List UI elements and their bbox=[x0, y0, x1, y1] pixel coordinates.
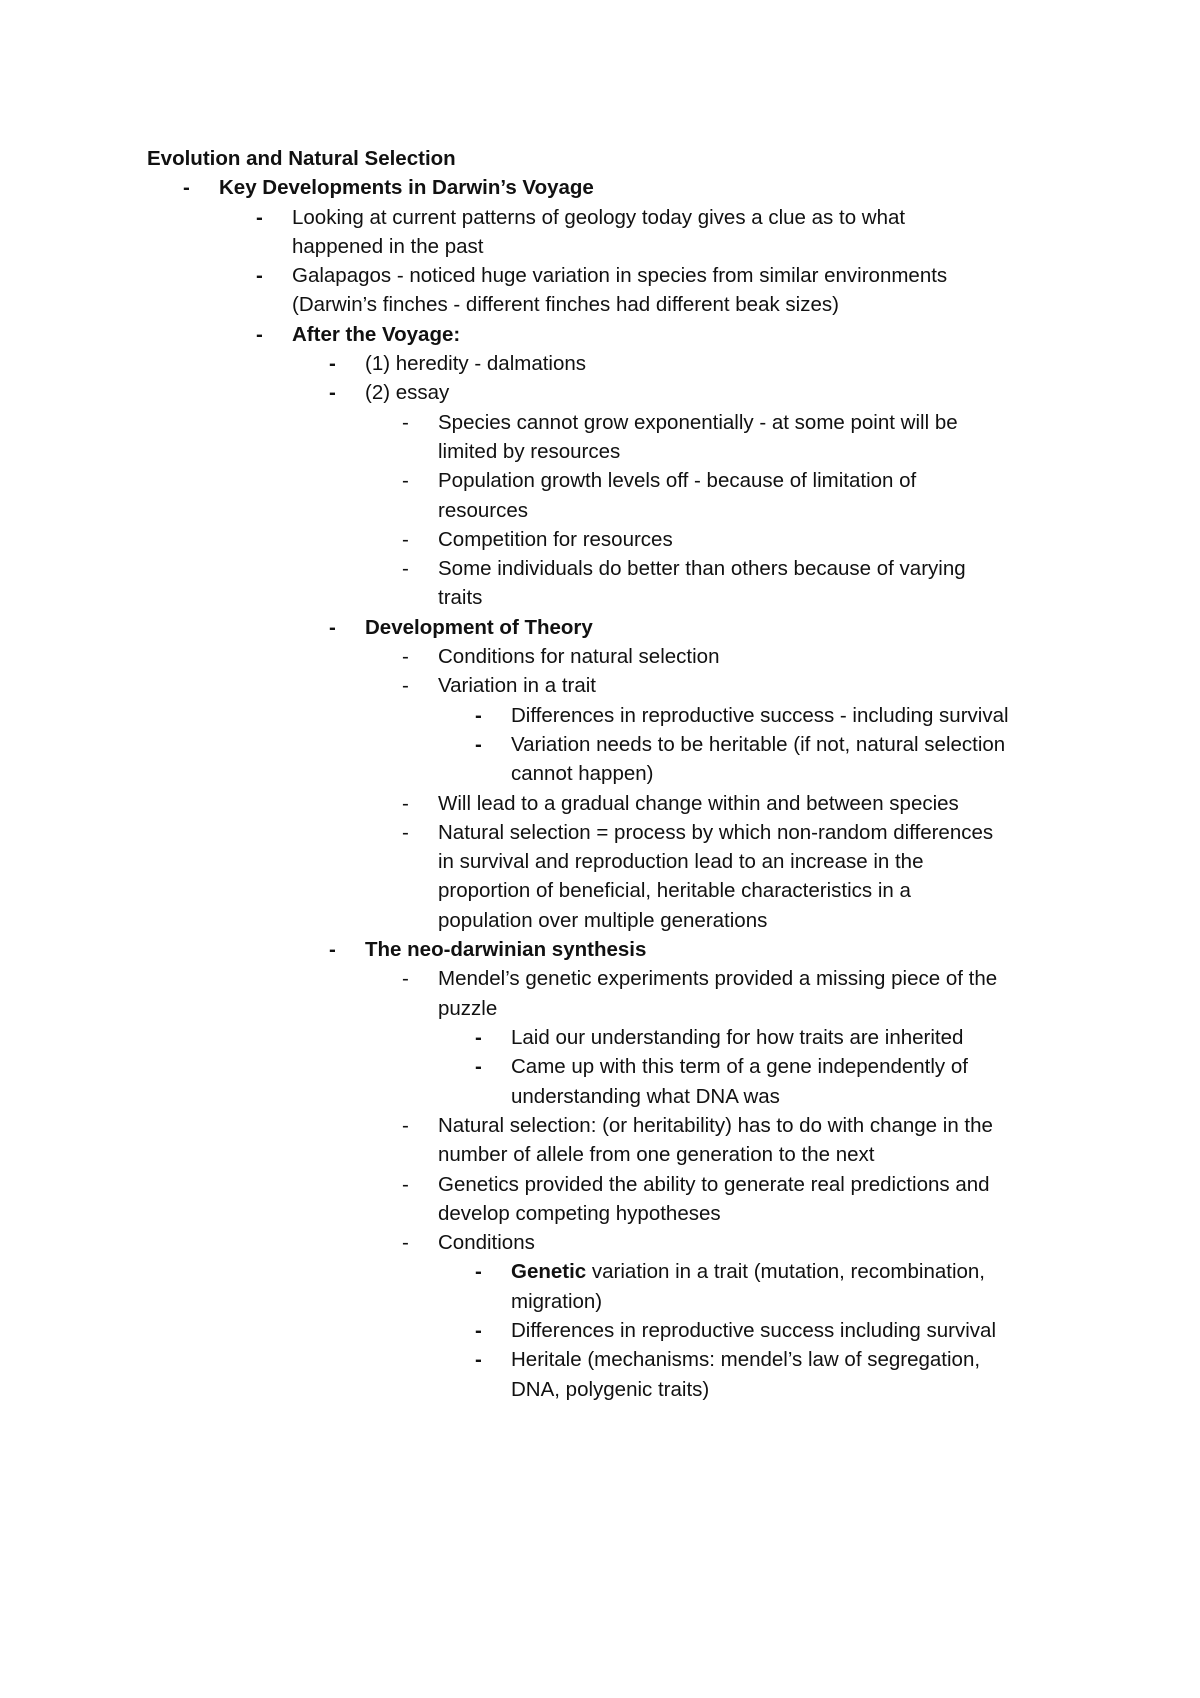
outline-item-line: develop competing hypotheses bbox=[438, 1201, 721, 1225]
outline-item-line: Conditions bbox=[438, 1231, 535, 1255]
outline-item-line: proportion of beneficial, heritable characteristics in a bbox=[438, 879, 911, 903]
outline-item-line: Development of Theory bbox=[365, 615, 593, 639]
bullet-dash: - bbox=[475, 1260, 482, 1284]
outline-item-level-4 bbox=[402, 1170, 990, 1229]
outline-item-level-2 bbox=[256, 261, 948, 320]
bullet-dash: - bbox=[256, 322, 263, 346]
outline-item-line: traits bbox=[438, 586, 483, 610]
outline-item-line: Genetics provided the ability to generate real predictions and bbox=[438, 1172, 990, 1196]
bullet-dash: - bbox=[329, 938, 336, 962]
outline-item-line: population over multiple generations bbox=[438, 908, 768, 932]
bullet-dash: - bbox=[329, 381, 336, 405]
bullet-dash: - bbox=[402, 557, 409, 581]
outline-item-line: Variation in a trait bbox=[438, 674, 597, 698]
outline-item-level-4 bbox=[402, 818, 994, 935]
outline-item-line: Key Developments in Darwin’s Voyage bbox=[219, 176, 594, 200]
outline-item-line: Mendel’s genetic experiments provided a missing piece of the bbox=[438, 967, 998, 991]
bullet-dash: - bbox=[402, 674, 409, 698]
bullet-dash: - bbox=[256, 264, 263, 288]
outline-item-line: Came up with this term of a gene independently of bbox=[511, 1055, 968, 1079]
outline-item-line: Differences in reproductive success - including survival bbox=[511, 703, 1009, 727]
outline-item-line: Population growth levels off - because of limitation of bbox=[438, 469, 917, 493]
outline-item-line: Will lead to a gradual change within and between species bbox=[438, 791, 959, 815]
bullet-dash: - bbox=[475, 1348, 482, 1372]
outline-item-level-4 bbox=[402, 554, 966, 613]
outline-item-level-3 bbox=[329, 935, 647, 964]
bullet-dash: - bbox=[329, 352, 336, 376]
outline-item-line: Conditions for natural selection bbox=[438, 645, 720, 669]
outline-item-line: limited by resources bbox=[438, 439, 621, 463]
outline-item-line: Looking at current patterns of geology today gives a clue as to what bbox=[292, 205, 906, 229]
bullet-dash: - bbox=[402, 527, 409, 551]
outline-item-level-4 bbox=[402, 525, 673, 554]
outline-item-line: Laid our understanding for how traits are inherited bbox=[511, 1026, 964, 1049]
outline-item-line: in survival and reproduction lead to an increase in the bbox=[438, 850, 924, 874]
outline-item-line: Heritale (mechanisms: mendel’s law of segregation, bbox=[511, 1348, 981, 1372]
outline-item-level-4 bbox=[402, 466, 917, 525]
outline-item-line: DNA, polygenic traits) bbox=[511, 1377, 710, 1401]
outline-item-line: Differences in reproductive success including survival bbox=[511, 1319, 997, 1342]
outline-item-text: variation in a trait (mutation, recombination, bbox=[586, 1260, 986, 1284]
bullet-dash: - bbox=[475, 1026, 482, 1049]
bullet-dash: - bbox=[475, 703, 482, 727]
outline-item-level-5 bbox=[475, 1023, 964, 1052]
bullet-dash: - bbox=[402, 469, 409, 493]
outline-item-level-3 bbox=[329, 349, 587, 378]
outline-item-level-2 bbox=[256, 320, 461, 349]
outline-item-level-5 bbox=[475, 1257, 986, 1316]
outline-item-level-4 bbox=[402, 642, 720, 671]
outline-item-level-4 bbox=[402, 1111, 993, 1170]
outline-item-line: Variation needs to be heritable (if not, natural selection bbox=[511, 733, 1006, 756]
bullet-dash: - bbox=[402, 820, 409, 844]
bullet-dash: - bbox=[402, 410, 409, 434]
outline-item-level-1 bbox=[183, 173, 594, 202]
outline-item-level-2 bbox=[256, 203, 906, 262]
outline-item-line: (1) heredity - dalmations bbox=[365, 352, 587, 376]
outline-item-line: The neo-darwinian synthesis bbox=[365, 938, 647, 962]
outline-item-line: Natural selection: (or heritability) has to do with change in the bbox=[438, 1113, 993, 1137]
outline-item-level-3 bbox=[329, 378, 450, 407]
outline-item-line: number of allele from one generation to the next bbox=[438, 1143, 875, 1167]
outline-item-line: Some individuals do better than others because of varying bbox=[438, 557, 966, 581]
bullet-dash: - bbox=[402, 967, 409, 991]
outline-item-level-5 bbox=[475, 1345, 981, 1404]
outline-item-level-5 bbox=[475, 701, 1009, 730]
bold-lead-word: Genetic bbox=[511, 1260, 587, 1284]
outline-item-line bbox=[511, 1257, 985, 1286]
outline-item-level-5 bbox=[475, 1316, 997, 1345]
outline-item-level-4 bbox=[402, 408, 958, 467]
outline-item-level-4 bbox=[402, 1228, 535, 1257]
outline-item-line: Natural selection = process by which non-random differences bbox=[438, 820, 994, 844]
outline-item-line: understanding what DNA was bbox=[511, 1084, 780, 1108]
bullet-dash: - bbox=[402, 645, 409, 669]
outline-item-line: (2) essay bbox=[365, 381, 450, 405]
outline-item-level-5 bbox=[475, 730, 1006, 789]
document-title: Evolution and Natural Selection bbox=[147, 147, 456, 170]
bullet-dash: - bbox=[402, 791, 409, 815]
bullet-dash: - bbox=[402, 1172, 409, 1196]
outline-item-level-4 bbox=[402, 789, 959, 818]
outline-item-level-4 bbox=[402, 964, 998, 1023]
outline-item-line: Galapagos - noticed huge variation in species from similar environments bbox=[292, 264, 948, 288]
bullet-dash: - bbox=[475, 733, 482, 756]
outline-item-level-3 bbox=[329, 613, 593, 642]
outline-item-line: migration) bbox=[511, 1289, 603, 1313]
outline-item-level-5 bbox=[475, 1052, 968, 1111]
outline-item-level-4 bbox=[402, 671, 597, 700]
outline-item-line: After the Voyage: bbox=[292, 322, 461, 346]
bullet-dash: - bbox=[256, 205, 263, 229]
bullet-dash: - bbox=[402, 1231, 409, 1255]
outline-item-line: Competition for resources bbox=[438, 527, 673, 551]
outline-item-line: Species cannot grow exponentially - at some point will be bbox=[438, 410, 958, 434]
outline-item-line: cannot happen) bbox=[511, 762, 654, 786]
bullet-dash: - bbox=[475, 1055, 482, 1079]
outline-item-line: puzzle bbox=[438, 996, 498, 1020]
outline-item-line: (Darwin’s finches - different finches had different beak sizes) bbox=[292, 293, 839, 317]
bullet-dash: - bbox=[402, 1113, 409, 1137]
bullet-dash: - bbox=[329, 615, 336, 639]
bullet-dash: - bbox=[183, 176, 190, 200]
bullet-dash: - bbox=[475, 1319, 482, 1342]
outline-item-line: happened in the past bbox=[292, 234, 484, 258]
outline-item-line: resources bbox=[438, 498, 529, 522]
